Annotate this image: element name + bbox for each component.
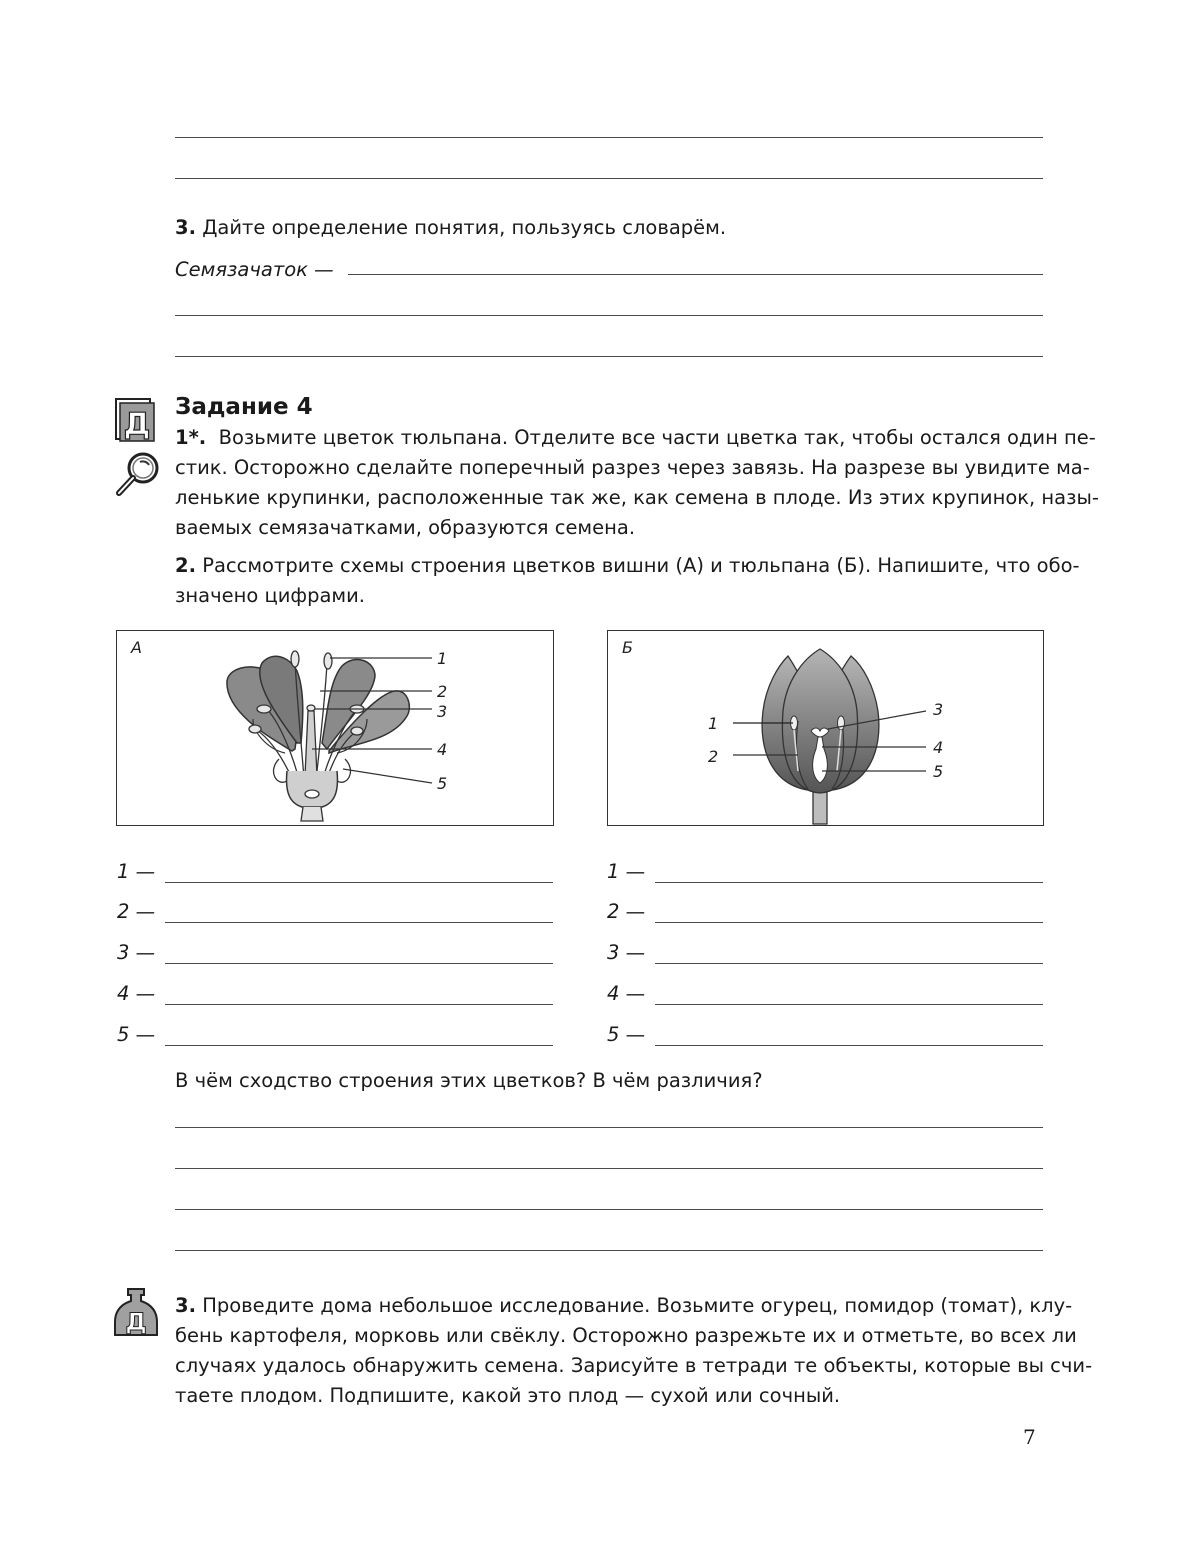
home-research-icon [113,1286,159,1338]
writing-line[interactable] [175,178,1043,179]
svg-text:Д: Д [123,407,151,442]
figure-a-callout-4: 4 [437,740,448,759]
figure-a-label: А [131,638,142,657]
answer-row-b [607,900,1043,930]
answer-row-a [117,982,553,1012]
answer-b-label: 5 — [607,1023,646,1046]
task4-q1-line: стик. Осторожно сделайте поперечный разрез через завязь. На разрезе вы увидите ма- [175,456,1090,479]
definition-line[interactable] [175,315,1043,316]
q3-text: Дайте определение понятия, пользуясь словарём. [202,216,727,239]
q3-prompt [175,213,726,243]
writing-line[interactable] [175,1209,1043,1210]
answer-row-a [117,900,553,930]
home-task-icon [115,398,157,442]
answer-line[interactable] [165,922,553,923]
page-number: 7 [1023,1425,1036,1449]
figure-b-tulip-flower [607,630,1044,826]
figure-b-callout-2: 2 [708,747,719,766]
similarity-question: В чём сходство строения этих цветков? В чём различия? [175,1069,763,1092]
magnifier-icon [113,450,161,498]
answer-row-b [607,860,1043,890]
task4-q3-number: 3. [175,1294,196,1317]
figure-b-callout-5: 5 [933,762,944,781]
task4-q1-line: ваемых семязачатками, образуются семена. [175,516,636,539]
figure-b-callout-1: 1 [708,714,719,733]
answer-b-label: 1 — [607,860,646,883]
writing-line[interactable] [175,1127,1043,1128]
answer-row-a [117,941,553,971]
writing-line[interactable] [175,137,1043,138]
answer-a-label: 2 — [117,900,156,923]
answer-line[interactable] [165,1045,553,1046]
answer-row-a [117,1023,553,1053]
figure-a-callout-1: 1 [437,649,448,668]
q3-term: Семязачаток — [175,258,334,281]
task4-q1-line: 1*. Возьмите цветок тюльпана. Отделите все части цветка так, чтобы остался один пе- [175,426,1096,449]
writing-line[interactable] [175,1250,1043,1251]
figure-b-callout-3: 3 [933,700,944,719]
task4-q1-line: ленькие крупинки, расположенные так же, как семена в плоде. Из этих крупинок, назы- [175,486,1099,509]
answer-line[interactable] [655,1004,1043,1005]
answer-b-label: 2 — [607,900,646,923]
q3-number: 3. [175,216,196,239]
answer-a-label: 1 — [117,860,156,883]
task4-q2-line: значено цифрами. [175,584,365,607]
svg-text:Д: Д [125,1308,147,1336]
task4-q3-line: бень картофеля, морковь или свёклу. Осторожно разрежьте их и отметьте, во всех ли [175,1324,1077,1347]
figure-b-callout-4: 4 [933,738,944,757]
task4-q1-number: 1*. [175,426,207,449]
definition-line[interactable] [348,274,1043,275]
task4-q1 [175,423,1099,543]
answer-row-b [607,1023,1043,1053]
answer-line[interactable] [165,963,553,964]
answer-line[interactable] [165,1004,553,1005]
definition-line[interactable] [175,356,1043,357]
task4-q2-number: 2. [175,554,196,577]
answer-row-a [117,860,553,890]
task4-q3 [175,1291,1093,1411]
figure-a-cherry-flower [116,630,554,826]
figure-a-callout-5: 5 [437,774,448,793]
task4-title: Задание 4 [175,394,313,420]
figure-a-callout-2: 2 [437,682,448,701]
figure-b-label: Б [622,638,633,657]
answer-b-label: 4 — [607,982,646,1005]
task4-q3-line: 3. Проведите дома небольшое исследование. Возьмите огурец, помидор (томат), клу- [175,1294,1073,1317]
task4-q2 [175,551,1080,611]
answer-a-label: 4 — [117,982,156,1005]
answer-line[interactable] [655,922,1043,923]
answer-line[interactable] [165,882,553,883]
answer-line[interactable] [655,1045,1043,1046]
answer-row-b [607,941,1043,971]
answer-line[interactable] [655,882,1043,883]
figure-a-callout-3: 3 [437,702,448,721]
answer-a-label: 5 — [117,1023,156,1046]
task4-q2-line: 2. Рассмотрите схемы строения цветков вишни (А) и тюльпана (Б). Напишите, что обо- [175,554,1080,577]
answer-b-label: 3 — [607,941,646,964]
task4-q3-line: таете плодом. Подпишите, какой это плод — сухой или сочный. [175,1384,841,1407]
answer-row-b [607,982,1043,1012]
answer-a-label: 3 — [117,941,156,964]
task4-q3-line: случаях удалось обнаружить семена. Зарисуйте в тетради те объекты, которые вы счи- [175,1354,1093,1377]
writing-line[interactable] [175,1168,1043,1169]
answer-line[interactable] [655,963,1043,964]
